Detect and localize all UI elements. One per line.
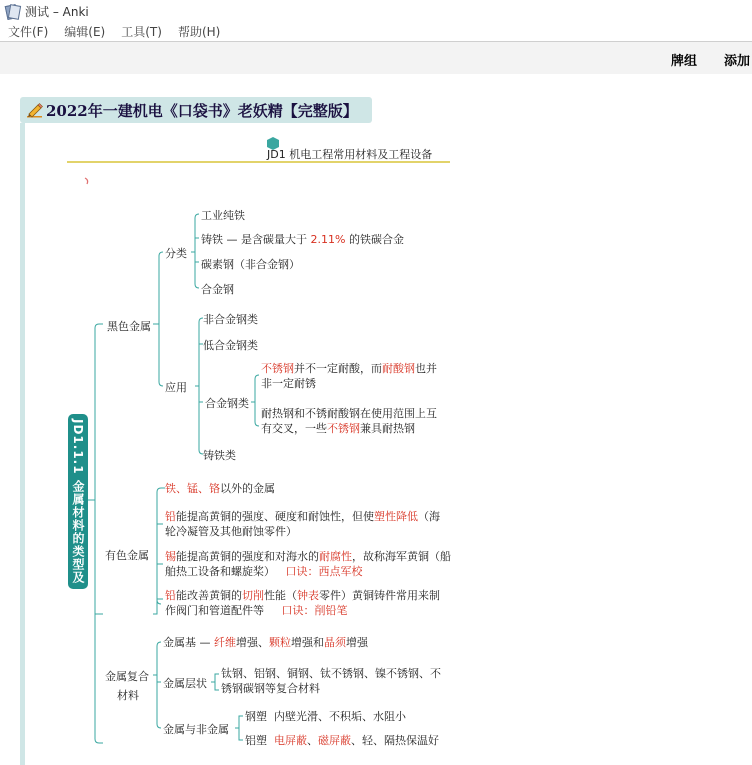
node-low-alloy: 低合金钢类 [203,339,258,352]
node-composite: 金属复合 材料 [105,670,149,702]
menu-bar [0,22,752,41]
deck-title: 2022年一建机电《口袋书》老妖精【完整版】 [46,101,358,120]
mindmap-header: JD1 机电工程常用材料及工程设备 [267,148,433,161]
node-nonferrous-def: 铁、锰、铬以外的金属 [165,482,275,495]
accent-bar [20,123,25,765]
node-nonalloy: 非合金钢类 [203,313,258,326]
menu-edit[interactable]: 编辑(E) [64,25,106,39]
anki-app-icon [5,4,19,18]
pencil-icon [26,102,44,118]
node-alloy-note-1: 不锈钢并不一定耐酸，而耐酸钢也并 非一定耐锈 [261,362,437,390]
node-metal-matrix: 金属基 — 纤维增强、颗粒增强和晶须增强 [163,636,368,649]
node-alloy-class: 合金钢类 [205,397,249,410]
top-toolbar [0,41,752,75]
node-alloy-note-2: 耐热钢和不锈耐酸钢在使用范围上互 有交叉，一些不锈钢兼具耐热钢 [261,407,437,435]
node-ferrous: 黑色金属 [107,320,151,333]
node-metal-layer-items: 钛钢、铝钢、铜钢、钛不锈钢、镍不锈钢、不 锈钢碳钢等复合材料 [221,667,441,695]
node-nonferrous: 有色金属 [105,549,149,562]
node-metal-nonmetal: 金属与非金属 [163,723,229,736]
node-alloy-steel: 合金钢 [201,283,234,296]
node-carbon-steel: 碳素钢（非合金钢） [201,258,300,271]
node-al-plastic: 铝塑 电屏蔽、磁屏蔽、轻、隔热保温好 [245,734,439,747]
card-content [0,74,752,765]
mindmap-root: JD1.1.1 金属材料的类型及应用 [68,414,88,589]
node-tin-brass: 锡能提高黄铜的强度和对海水的耐腐性，故称海军黄铜（船 舶热工设备和螺旋桨） 口诀：西点军校 [165,550,451,578]
add-button[interactable]: 添加 [724,54,751,69]
node-use: 应用 [165,381,187,394]
menu-help[interactable]: 帮助(H) [177,25,221,39]
node-steel-plastic: 钢塑 内壁光滑、不积垢、水阻小 [245,710,406,723]
node-castiron-class: 铸铁类 [203,449,236,462]
node-lead-brass-2: 铅能改善黄铜的切削性能（钟表零件）黄铜铸件常用来制 作阀门和管道配件等 口诀：削铅笔 [165,589,440,617]
window-title: 测试 – Anki [25,4,89,19]
node-classify: 分类 [165,247,187,260]
node-lead-brass-1: 铅能提高黄铜的强度、硬度和耐蚀性，但使塑性降低（海 轮冷凝管及其他耐蚀零件） [165,510,440,538]
node-metal-layer: 金属层状 [163,677,207,690]
decks-button[interactable]: 牌组 [671,54,698,69]
node-pure-iron: 工业纯铁 [201,209,245,222]
mindmap-image [45,134,475,765]
title-bar [0,0,752,22]
menu-file[interactable]: 文件(F) [8,25,49,39]
deck-title-banner [20,97,372,123]
node-cast-iron: 铸铁 — 是含碳量大于 2.11% 的铁碳合金 [201,233,404,246]
menu-tools[interactable]: 工具(T) [121,25,162,39]
